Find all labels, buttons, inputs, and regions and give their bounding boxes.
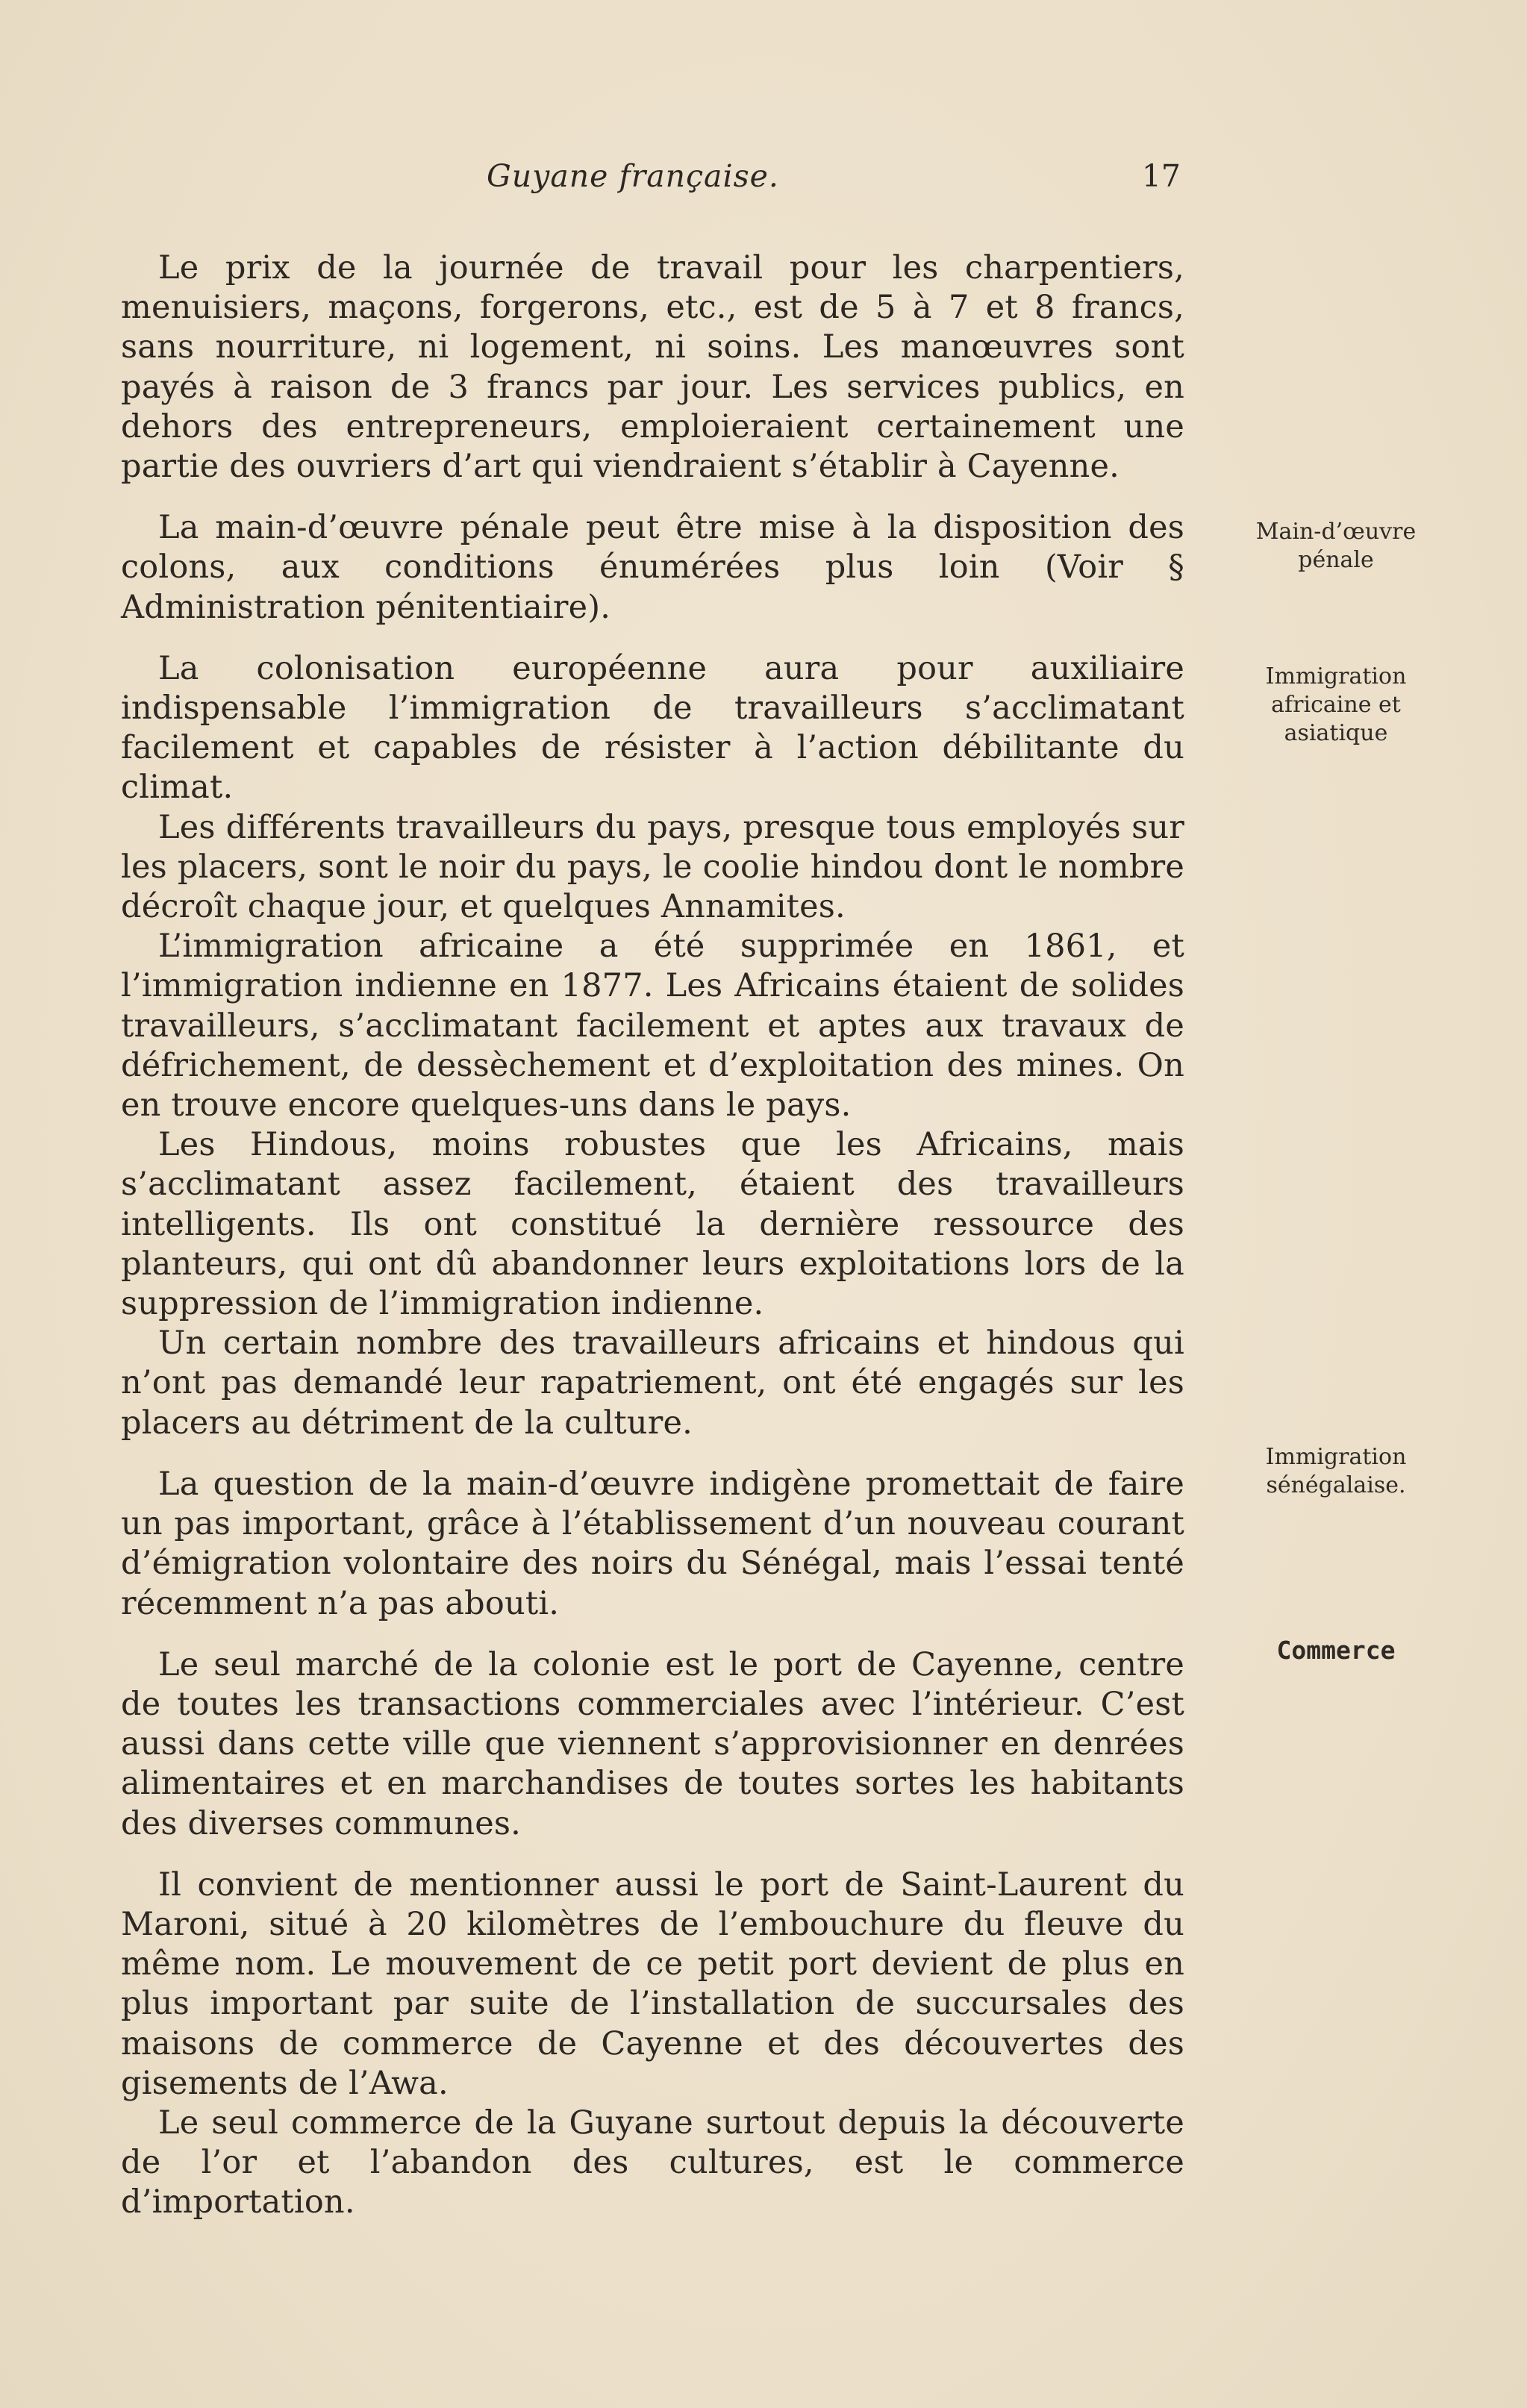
margin-note-commerce: Commerce [1276,1636,1396,1665]
running-head [121,158,1181,196]
paragraph-saint-laurent: Il convient de mentionner aussi le port de Saint-Laurent du Maroni, situé à 20 kilomètres de l’embouchure du fleuve du même nom. Le mouvement de ce petit port devient de plus en plus important par suite de l’installation de succursales des maisons de commerce de Cayenne et des découvertes des gisements de l’Awa. [121,1866,1184,2102]
paragraph-african-immigration: L’immigration africaine a été supprimée en 1861, et l’immigration indienne en 1877. Les Africains étaient de solides travailleurs, s’acclimatant facilement et aptes aux travaux de défrichement, de dessèchement et d’exploitation des mines. On en trouve encore quelques-uns dans le pays. [121,928,1184,1125]
page-number: 17 [1141,158,1181,194]
paragraph-senegal: La question de la main-d’œuvre indigène promettait de faire un pas important, grâce à l’établissement d’un nouveau courant d’émigration volontaire des noirs du Sénégal, mais l’essai tenté récemment n’a pas abouti. [121,1465,1184,1622]
paragraph-hindus: Les Hindous, moins robustes que les Africains, mais s’acclimatant assez facilement, étaient des travailleurs intelligents. Ils ont constitué la dernière ressource des planteurs, qui ont dû abandonner leurs exploitations lors de la suppression de l’immigration indienne. [121,1126,1184,1323]
paragraph-import-commerce: Le seul commerce de la Guyane surtout depuis la découverte de l’or et l’abandon des cultures, est le commerce d’importation. [121,2104,1184,2221]
paragraph-workers-engaged: Un certain nombre des travailleurs africains et hindous qui n’ont pas demandé leur rapatriement, ont été engagés sur les placers au détriment de la culture. [121,1325,1184,1442]
margin-note-main-doeuvre-penale: Main-d’œuvre pénale [1255,519,1417,573]
paragraph-european-colonization: La colonisation européenne aura pour auxiliaire indispensable l’immigration de travailleurs s’acclimatant facilement et capables de résister à l’action débilitante du climat. [121,649,1184,807]
paragraph-penal-labor: La main-d’œuvre pénale peut être mise à la disposition des colons, aux conditions énumérées plus loin (Voir § Administration pénitentiaire). [121,509,1184,626]
margin-note-immigration-africaine: Immigration africaine et asiatique [1265,663,1407,746]
body-text [121,248,1184,2223]
paragraph-workers-of-country: Les différents travailleurs du pays, presque tous employés sur les placers, sont le noir du pays, le coolie hindou dont le nombre décroît chaque jour, et quelques Annamites. [121,808,1184,926]
running-head-title: Guyane française. [487,158,779,194]
margin-note-immigration-senegalaise: Immigration sénégalaise. [1265,1444,1407,1498]
paragraph-cayenne-market: Le seul marché de la colonie est le port de Cayenne, centre de toutes les transactions commerciales avec l’intérieur. C’est aussi dans cette ville que viennent s’approvisionner en denrées alimentaires et en marchandises de toutes sortes les habitants des diverses communes. [121,1645,1184,1842]
paragraph-wages: Le prix de la journée de travail pour les charpentiers, menuisiers, maçons, forgerons, etc., est de 5 à 7 et 8 francs, sans nourriture, ni logement, ni soins. Les manœuvres sont payés à raison de 3 francs par jour. Les services publics, en dehors des entrepreneurs, emploieraient certainement une partie des ouvriers d’art qui viendraient s’établir à Cayenne. [121,249,1184,486]
